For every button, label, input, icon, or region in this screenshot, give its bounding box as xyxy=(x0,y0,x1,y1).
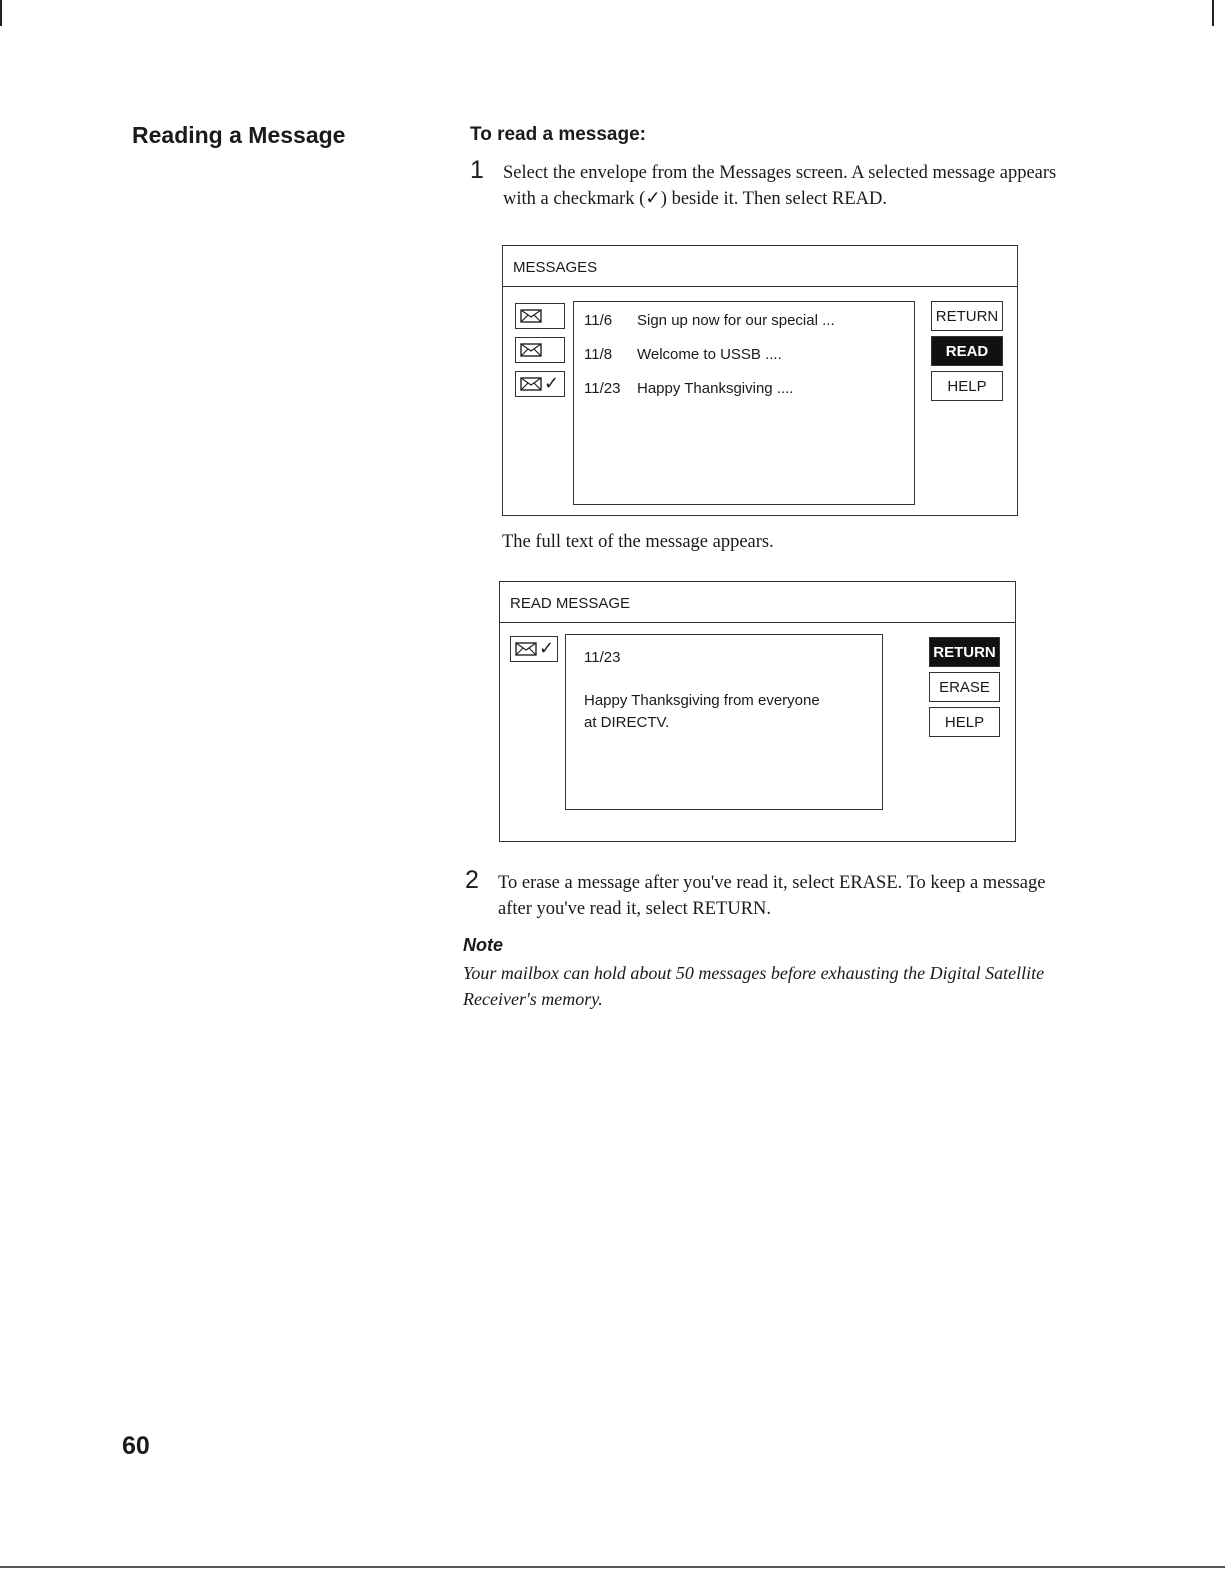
step-number: 2 xyxy=(465,866,479,894)
message-date: 11/6 xyxy=(584,312,613,329)
message-body-line: at DIRECTV. xyxy=(584,714,670,731)
step-number: 1 xyxy=(470,156,484,184)
checkmark-icon: ✓ xyxy=(544,373,560,394)
envelope-icon xyxy=(520,343,542,357)
messages-screen xyxy=(502,245,1018,516)
read-button[interactable]: READ xyxy=(931,336,1003,366)
message-envelope-2[interactable] xyxy=(515,337,565,363)
read-message-screen xyxy=(499,581,1016,842)
side-heading: Reading a Message xyxy=(132,122,346,148)
list-item[interactable] xyxy=(584,346,782,363)
right-crop-mark xyxy=(1212,0,1214,26)
divider xyxy=(500,622,1015,623)
list-item[interactable] xyxy=(584,312,835,329)
message-date: 11/8 xyxy=(584,346,613,363)
envelope-icon xyxy=(520,377,542,391)
return-button[interactable]: RETURN xyxy=(929,637,1000,667)
screen-title: MESSAGES xyxy=(513,259,598,276)
help-button[interactable]: HELP xyxy=(931,371,1003,401)
message-subject: Happy Thanksgiving .... xyxy=(637,380,794,397)
message-body-box xyxy=(565,634,883,810)
message-date: 11/23 xyxy=(584,649,621,666)
page-bottom-rule xyxy=(0,1566,1225,1568)
divider xyxy=(503,286,1017,287)
step-text: To erase a message after you've read it, select ERASE. To keep a message after you've read it, select RETURN. xyxy=(498,873,1046,919)
procedure-title: To read a message: xyxy=(470,124,647,145)
erase-button[interactable]: ERASE xyxy=(929,672,1000,702)
message-envelope-1[interactable] xyxy=(515,303,565,329)
message-date: 11/23 xyxy=(584,380,621,397)
message-list xyxy=(573,301,915,505)
message-envelope-3[interactable] xyxy=(515,371,565,397)
message-envelope xyxy=(510,636,558,662)
list-item[interactable] xyxy=(584,380,793,397)
message-subject: Welcome to USSB .... xyxy=(637,346,782,363)
help-button[interactable]: HELP xyxy=(929,707,1000,737)
note-heading: Note xyxy=(463,935,503,955)
step-text: Select the envelope from the Messages screen. A selected message appears with a checkmark (✓) beside it. Then select READ. xyxy=(503,163,1057,209)
caption: The full text of the message appears. xyxy=(502,532,774,552)
left-crop-mark xyxy=(0,0,2,26)
page-number: 60 xyxy=(122,1432,150,1460)
message-body-line: Happy Thanksgiving from everyone xyxy=(584,692,820,709)
note-text: Your mailbox can hold about 50 messages before exhausting the Digital Satellite Receiver's memory. xyxy=(463,963,1045,1009)
message-subject: Sign up now for our special ... xyxy=(637,312,835,329)
checkmark-icon: ✓ xyxy=(539,638,555,659)
envelope-icon xyxy=(515,642,537,656)
return-button[interactable]: RETURN xyxy=(931,301,1003,331)
screen-title: READ MESSAGE xyxy=(510,595,631,612)
envelope-icon xyxy=(520,309,542,323)
